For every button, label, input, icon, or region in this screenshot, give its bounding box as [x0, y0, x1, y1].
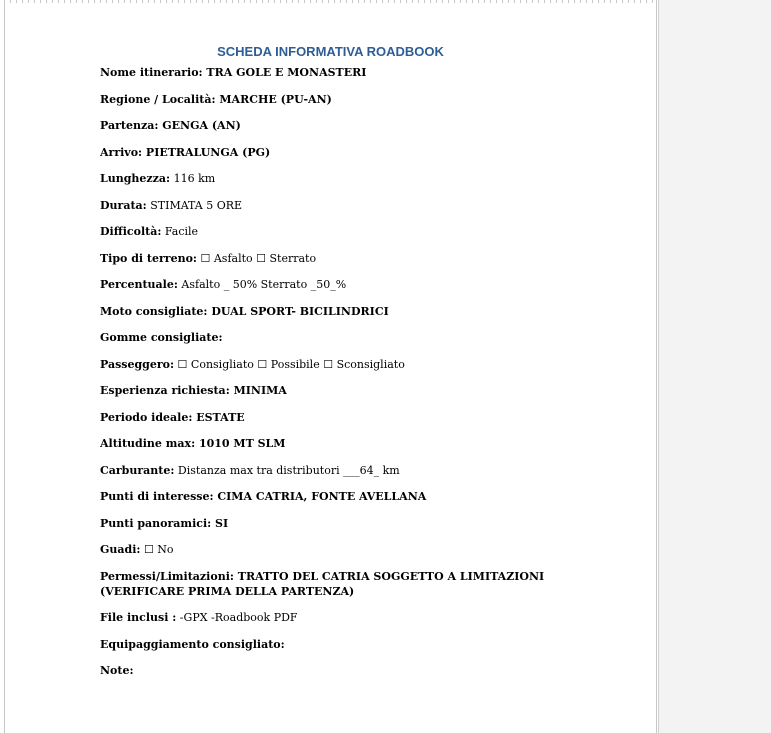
field-label: Esperienza richiesta:: [100, 384, 230, 397]
field-label: Punti panoramici:: [100, 516, 212, 530]
field-equipaggiamento: [100, 637, 570, 652]
field-value: ☐ No: [140, 543, 174, 556]
field-passeggero: [100, 357, 570, 372]
field-value: GENGA (AN): [158, 119, 241, 132]
field-partenza: [100, 118, 570, 133]
field-value: -GPX -Roadbook PDF: [176, 611, 298, 624]
field-value: Asfalto _ 50% Sterrato _50_%: [177, 278, 347, 291]
side-pane: [658, 0, 771, 733]
field-value: TRA GOLE E MONASTERI: [202, 66, 367, 79]
field-label: Nome itinerario:: [100, 66, 203, 79]
field-label: Punti di interesse:: [100, 490, 214, 503]
field-label: Equipaggiamento consigliato:: [100, 637, 285, 651]
field-punti-interesse: [100, 489, 570, 504]
field-guadi: [100, 542, 570, 557]
field-value: MARCHE (PU-AN): [215, 92, 332, 106]
field-label: Partenza:: [100, 119, 159, 132]
field-value: Distanza max tra distributori ___64_ km: [174, 463, 400, 477]
field-value: Facile: [161, 225, 199, 238]
field-note: [100, 663, 570, 678]
field-label: Arrivo:: [100, 145, 143, 159]
field-nome-itinerario: [100, 65, 570, 80]
field-gomme-consigliate: [100, 330, 570, 345]
field-punti-panoramici: [100, 516, 570, 531]
field-label: Lunghezza:: [100, 172, 171, 185]
field-periodo-ideale: [100, 410, 570, 425]
field-label: Permessi/Limitazioni:: [100, 569, 234, 583]
field-label: Percentuale:: [100, 278, 178, 291]
field-durata: [100, 198, 570, 213]
field-label: File inclusi :: [100, 611, 177, 624]
field-label: Durata:: [100, 198, 147, 212]
field-label: Regione / Località:: [100, 92, 216, 106]
field-permessi-limitazioni: [100, 569, 570, 599]
field-value: ESTATE: [192, 410, 245, 424]
field-value: PIETRALUNGA (PG): [142, 145, 271, 159]
field-moto-consigliate: [100, 304, 570, 319]
field-value: STIMATA 5 ORE: [146, 198, 243, 212]
field-value: SI: [211, 516, 229, 530]
field-label: Note:: [100, 664, 134, 677]
document-body[interactable]: [100, 65, 570, 690]
field-label: Moto consigliate:: [100, 304, 208, 318]
field-value: ☐ Consigliato ☐ Possibile ☐ Sconsigliato: [174, 357, 405, 371]
field-value: CIMA CATRIA, FONTE AVELLANA: [213, 490, 427, 503]
field-label: Carburante:: [100, 463, 175, 477]
field-value: 116 km: [170, 172, 216, 185]
field-label: Difficoltà:: [100, 225, 162, 238]
field-esperienza-richiesta: [100, 383, 570, 398]
field-arrivo: [100, 145, 570, 160]
field-label: Gomme consigliate:: [100, 331, 223, 344]
field-value: 1010 MT SLM: [195, 437, 286, 450]
field-value: DUAL SPORT- BICILINDRICI: [207, 304, 389, 318]
field-file-inclusi: [100, 610, 570, 625]
field-value: MINIMA: [229, 384, 287, 397]
field-carburante: [100, 463, 570, 478]
field-regione-localita: [100, 92, 570, 107]
field-value: ☐ Asfalto ☐ Sterrato: [197, 251, 317, 265]
field-lunghezza: [100, 171, 570, 186]
field-label: Altitudine max:: [100, 437, 196, 450]
ruler: [4, 0, 657, 3]
field-label: Passeggero:: [100, 357, 175, 371]
document-title: SCHEDA INFORMATIVA ROADBOOK: [217, 44, 444, 59]
field-altitudine-max: [100, 436, 570, 451]
field-label: Periodo ideale:: [100, 410, 193, 424]
field-tipo-terreno: [100, 251, 570, 266]
field-percentuale: [100, 277, 570, 292]
field-difficolta: [100, 224, 570, 239]
field-value: TRATTO DEL CATRIA SOGGETTO A LIMITAZIONI (VERIFICARE PRIMA DELLA PARTENZA): [100, 569, 545, 598]
field-label: Tipo di terreno:: [100, 251, 197, 265]
field-label: Guadi:: [100, 543, 141, 556]
